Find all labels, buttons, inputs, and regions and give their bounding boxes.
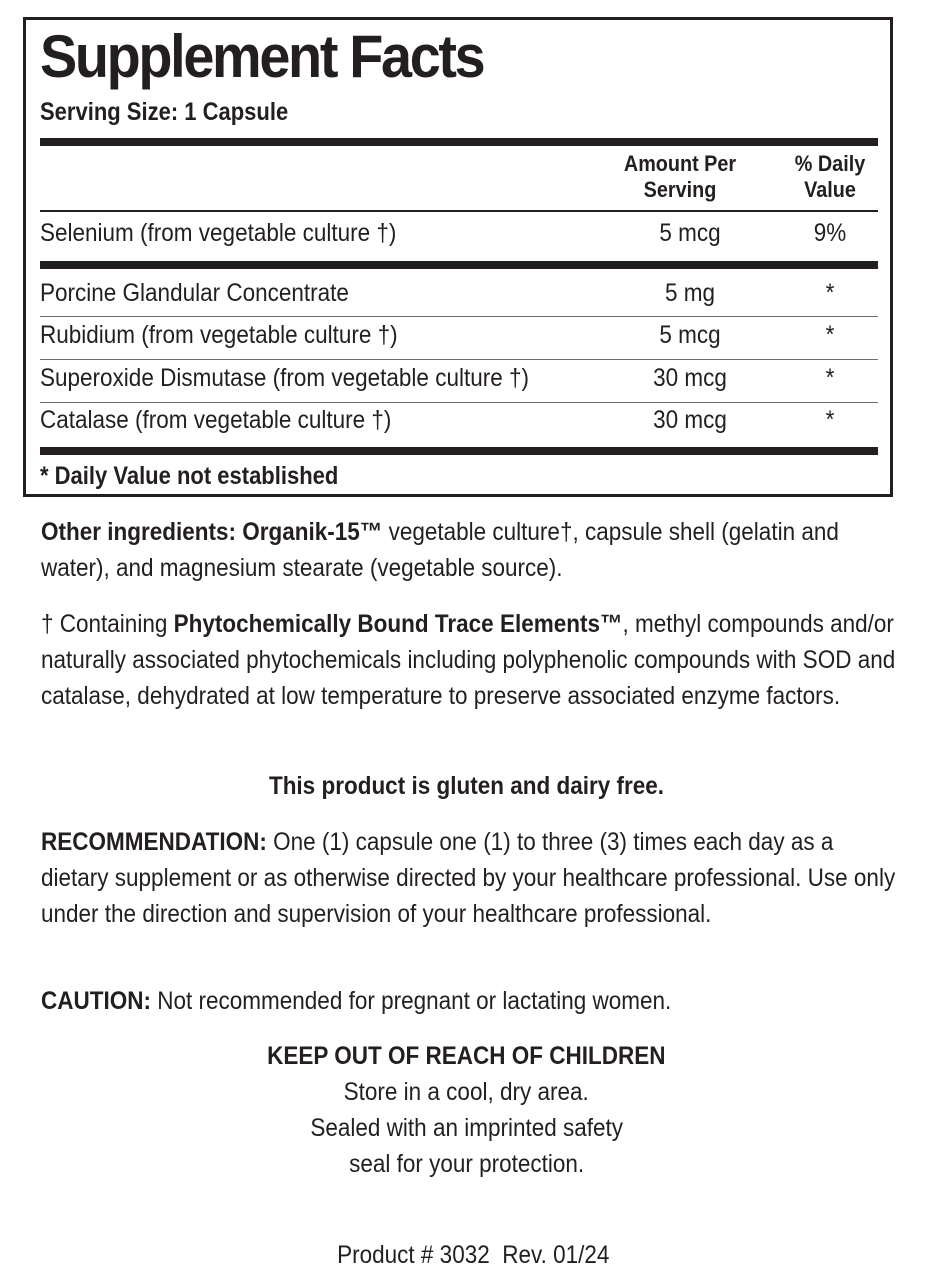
gluten-text: This product is gluten and dairy free. (268, 772, 665, 800)
nutrient-daily-value: 9% (813, 219, 847, 247)
daily-value-column-header (785, 151, 875, 203)
phyto-brand: Phytochemically Bound Trace Elements™ (173, 610, 623, 638)
nutrient-name: Superoxide Dismutase (from vegetable culture †) (40, 364, 529, 392)
nutrient-daily-value: * (825, 279, 835, 307)
nutrient-amount: 5 mcg (659, 219, 721, 247)
organik-brand: Organik-15™ (242, 518, 383, 546)
nutrient-row-selenium (40, 215, 878, 255)
storage-line-1 (0, 1074, 933, 1110)
serving-size: Serving Size: 1 Capsule (40, 98, 289, 126)
section-divider (40, 261, 878, 269)
recommendation (41, 824, 905, 932)
other-ingredients-label: Other ingredients: (41, 518, 237, 546)
phyto-text: , methyl compounds and/or naturally associated phytochemicals including polyphenolic compounds with SOD and catalase, dehydrated at low temperature to preserve associated enzyme factors. (41, 610, 896, 710)
product-number-text: Product # 3032 Rev. 01/24 (337, 1241, 610, 1269)
storage-line-2-text: Sealed with an imprinted safety (310, 1114, 623, 1142)
amount-header-line1: Amount Per (623, 151, 737, 176)
amount-header-line2: Serving (643, 177, 717, 202)
storage-line-3-text: seal for your protection. (348, 1150, 585, 1178)
other-ingredients-text: vegetable culture†, capsule shell (gelatin and water), and magnesium stearate (vegetable source). (41, 518, 839, 582)
storage-line-2 (0, 1110, 933, 1146)
nutrient-row (40, 317, 878, 357)
amount-column-header (617, 151, 743, 203)
caution-text: Not recommended for pregnant or lactating women. (150, 987, 672, 1015)
nutrient-amount: 5 mcg (659, 321, 721, 349)
panel-title: Supplement Facts (40, 23, 484, 90)
nutrient-amount: 5 mg (664, 279, 716, 307)
recommendation-label: RECOMMENDATION: (41, 828, 267, 856)
nutrient-daily-value: * (825, 406, 835, 434)
nutrient-name: Selenium (from vegetable culture †) (40, 219, 397, 247)
nutrient-row (40, 402, 878, 442)
supplement-facts-panel (23, 17, 893, 497)
nutrient-row (40, 360, 878, 400)
nutrient-daily-value: * (825, 364, 835, 392)
dv-header-line1: % Daily (794, 151, 866, 176)
phytochemical-note (41, 606, 905, 714)
caution-label: CAUTION: (41, 987, 151, 1015)
dv-header-line2: Value (804, 177, 856, 202)
daily-value-footnote: * Daily Value not established (40, 462, 339, 490)
storage-heading-text: KEEP OUT OF REACH OF CHILDREN (267, 1042, 666, 1070)
footer-divider (40, 447, 878, 455)
recommendation-text: One (1) capsule one (1) to three (3) times each day as a dietary supplement or as otherwise directed by your healthcare professional. Use only under the direction and supervision of your healthcare professional. (41, 828, 896, 928)
header-divider (40, 138, 878, 146)
caution (41, 983, 905, 1019)
gluten-free-statement (0, 768, 933, 804)
nutrient-name: Catalase (from vegetable culture †) (40, 406, 392, 434)
product-number (0, 1201, 933, 1273)
column-header-divider (40, 210, 878, 212)
other-ingredients (41, 514, 905, 586)
nutrient-name: Porcine Glandular Concentrate (40, 279, 349, 307)
nutrient-amount: 30 mcg (653, 406, 727, 434)
keep-out-of-reach-heading (0, 1038, 933, 1074)
storage-line-1-text: Store in a cool, dry area. (343, 1078, 590, 1106)
phyto-prefix: † Containing (41, 610, 174, 638)
nutrient-amount: 30 mcg (653, 364, 727, 392)
nutrient-name: Rubidium (from vegetable culture †) (40, 321, 398, 349)
nutrient-row (40, 275, 878, 315)
storage-line-3 (0, 1146, 933, 1182)
nutrient-daily-value: * (825, 321, 835, 349)
